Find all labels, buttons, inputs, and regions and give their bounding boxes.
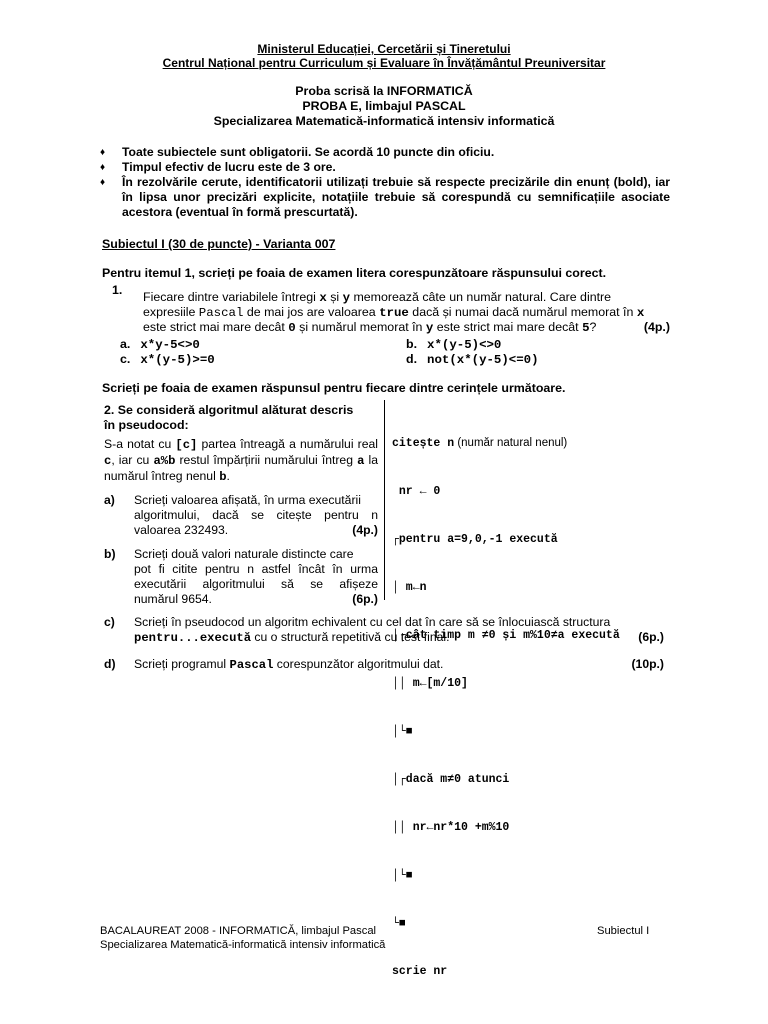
item1-intro: Pentru itemul 1, scrieți pe foaia de examen litera corespunzătoare răspunsului corect.: [102, 266, 607, 280]
item1-points: (4p.): [643, 320, 670, 334]
item1-number: 1.: [112, 283, 123, 297]
subject-heading: Subiectul I (30 de puncte) - Varianta 007: [102, 237, 336, 251]
exam-title: Proba scrisă la INFORMATICĂ: [295, 84, 473, 98]
item2d-label: d): [104, 657, 116, 671]
center-title: Centrul Național pentru Curriculum și Evaluare în Învățământul Preuniversitar: [162, 56, 606, 70]
item2-description: S-a notat cu [c] partea întreagă a numărului real c, iar cu a%b restul împărțirii numărului întreg a la numărul întreg nenul b.: [104, 437, 379, 484]
option-d: d. not(x*(y-5)<=0): [406, 352, 539, 367]
item2d-text: Scrieți programul Pascal corespunzător algoritmului dat. (10p.): [134, 657, 664, 672]
item2a-points: (4p.): [352, 523, 378, 537]
item2b-text: Scrieți două valori naturale distincte care pot fi citite pentru n astfel încât în urma executării algoritmului să se afișeze numărul 9654. (6p.): [134, 547, 378, 606]
pseudocode-block: citește n (număr natural nenul) nr ← 0 ┌pentru a=9,0,-1 execută │ m←n │┌cât timp m ≠0 și m%10≠a execută ││ m←[m/10] │└■ │┌dacă m≠0 atunci ││ nr←nr*10 +m%10 │└■ └■ scrie nr: [392, 437, 620, 978]
rule-item: ♦ Timpul efectiv de lucru este de 3 ore.: [100, 160, 336, 174]
diamond-icon: ♦: [100, 147, 106, 158]
item1-line1: Fiecare dintre variabilele întregi x și y memorează câte un număr natural. Care dintre: [143, 290, 612, 305]
item2b-label: b): [104, 547, 116, 561]
footer-line1: BACALAUREAT 2008 - INFORMATICĂ, limbajul Pascal: [100, 925, 377, 937]
item2c-label: c): [104, 615, 115, 629]
option-b: b. x*(y-5)<>0: [406, 337, 502, 352]
item2-title-line1: 2. Se consideră algoritmul alăturat descris: [104, 403, 354, 417]
option-a: a. x*y-5<>0: [120, 337, 200, 352]
item2c-text: Scrieți în pseudocod un algoritm echivalent cu cel dat în care să se înlocuiască structura pentru...execută cu o structură repetitivă cu test final. (6p.): [134, 615, 664, 645]
item1-line2: expresiile Pascal de mai jos are valoarea true dacă și numai dacă numărul memorat în x: [143, 305, 645, 320]
ministry-title: Ministerul Educației, Cercetării și Tineretului: [257, 42, 511, 56]
diamond-icon: ♦: [100, 177, 106, 188]
rule-item: ♦ Toate subiectele sunt obligatorii. Se acordă 10 puncte din oficiu.: [100, 145, 495, 159]
item2a-text: Scrieți valoarea afișată, în urma executării algoritmului, dacă se citește pentru n valoarea 232493. (4p.): [134, 493, 378, 537]
item2c-points: (6p.): [638, 630, 664, 644]
option-c: c. x*(y-5)>=0: [120, 352, 215, 367]
rules-list: [100, 145, 670, 220]
rule-item: ♦ În rezolvările cerute, identificatorii utilizați trebuie să respecte precizările din enunț (bold), iar în lipsa unor precizări explicite, notațiile trebuie să corespundă cu semnificațiile asociate acestora (eventual în formă prescurtată).: [100, 175, 670, 219]
footer-subject: Subiectul I: [597, 925, 650, 937]
item2-title-line2: în pseudocod:: [104, 418, 189, 432]
item2d-points: (10p.): [631, 657, 664, 671]
item2b-points: (6p.): [352, 592, 378, 606]
diamond-icon: ♦: [100, 162, 106, 173]
item1-line3: este strict mai mare decât 0 și numărul memorat în y este strict mai mare decât 5? (4p.): [143, 320, 670, 335]
write-intro: Scrieți pe foaia de examen răspunsul pentru fiecare dintre cerințele următoare.: [102, 381, 566, 395]
item2a-label: a): [104, 493, 115, 507]
exam-proba: PROBA E, limbajul PASCAL: [302, 99, 466, 113]
footer-line2: Specializarea Matematică-informatică intensiv informatică: [100, 939, 386, 951]
exam-specialization: Specializarea Matematică-informatică intensiv informatică: [213, 114, 555, 128]
